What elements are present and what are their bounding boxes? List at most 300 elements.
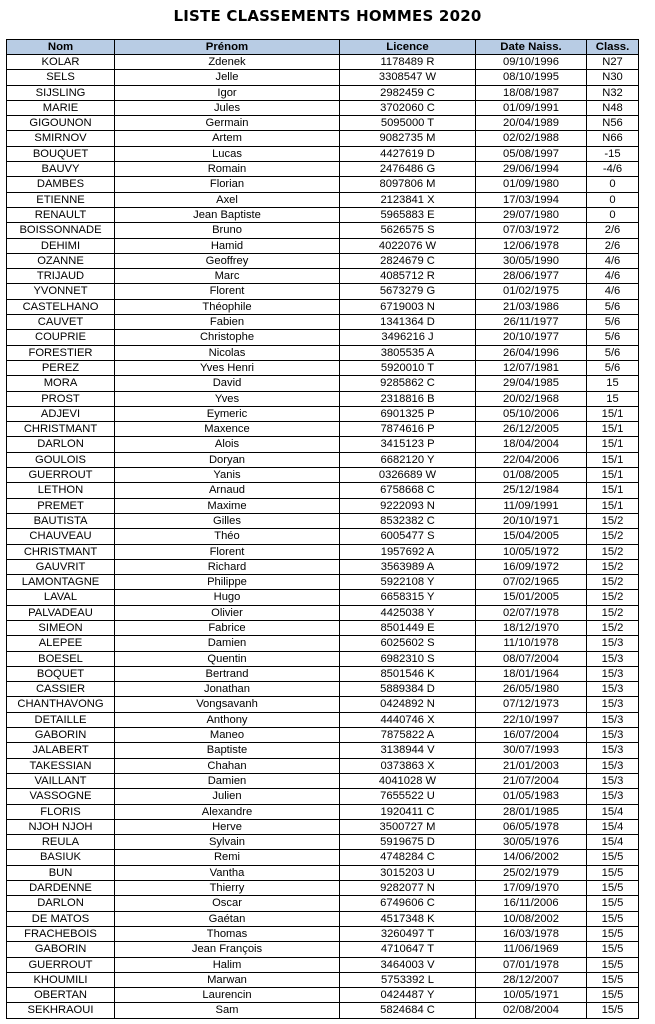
cell-licence: 8097806 M	[340, 177, 476, 192]
column-header-nom: Nom	[7, 40, 115, 55]
cell-nom: SEKHRAOUI	[7, 1003, 115, 1018]
cell-licence: 2824679 C	[340, 253, 476, 268]
cell-date-naissance: 07/01/1978	[476, 957, 587, 972]
cell-prenom: Remi	[115, 850, 340, 865]
cell-prenom: Maneo	[115, 728, 340, 743]
cell-licence: 6682120 Y	[340, 452, 476, 467]
table-row	[7, 437, 639, 452]
cell-classement: 15/2	[587, 605, 639, 620]
cell-classement: 15/1	[587, 437, 639, 452]
cell-classement: N48	[587, 100, 639, 115]
table-row	[7, 422, 639, 437]
cell-licence: 4425038 Y	[340, 605, 476, 620]
cell-licence: 2123841 X	[340, 192, 476, 207]
cell-prenom: Vongsavanh	[115, 697, 340, 712]
cell-prenom: Sylvain	[115, 835, 340, 850]
cell-date-naissance: 02/08/2004	[476, 1003, 587, 1018]
cell-licence: 5920010 T	[340, 360, 476, 375]
cell-prenom: Laurencin	[115, 988, 340, 1003]
cell-prenom: Richard	[115, 559, 340, 574]
cell-nom: BOUQUET	[7, 146, 115, 161]
cell-classement: 15/3	[587, 636, 639, 651]
cell-classement: 15/3	[587, 743, 639, 758]
table-row	[7, 192, 639, 207]
cell-licence: 3805535 A	[340, 345, 476, 360]
cell-classement: 15/2	[587, 590, 639, 605]
cell-classement: N30	[587, 70, 639, 85]
cell-prenom: Damien	[115, 773, 340, 788]
page-title: LISTE CLASSEMENTS HOMMES 2020	[173, 7, 482, 25]
cell-date-naissance: 21/01/2003	[476, 758, 587, 773]
cell-nom: REULA	[7, 835, 115, 850]
cell-nom: LAVAL	[7, 590, 115, 605]
cell-date-naissance: 21/03/1986	[476, 299, 587, 314]
table-row	[7, 896, 639, 911]
cell-classement: 15/5	[587, 957, 639, 972]
cell-prenom: Romain	[115, 162, 340, 177]
table-row	[7, 850, 639, 865]
cell-date-naissance: 01/08/2005	[476, 468, 587, 483]
cell-nom: SELS	[7, 70, 115, 85]
cell-classement: 15/4	[587, 835, 639, 850]
cell-nom: PREMET	[7, 498, 115, 513]
cell-licence: 3500727 M	[340, 819, 476, 834]
cell-date-naissance: 11/06/1969	[476, 942, 587, 957]
cell-nom: GUERROUT	[7, 957, 115, 972]
cell-nom: BASIUK	[7, 850, 115, 865]
cell-prenom: Maxence	[115, 422, 340, 437]
cell-nom: SIMEON	[7, 620, 115, 635]
cell-classement: 15/3	[587, 697, 639, 712]
table-row	[7, 483, 639, 498]
cell-licence: 2318816 B	[340, 391, 476, 406]
cell-licence: 7655522 U	[340, 789, 476, 804]
cell-classement: 15/1	[587, 468, 639, 483]
cell-date-naissance: 22/10/1997	[476, 712, 587, 727]
cell-licence: 2476486 G	[340, 162, 476, 177]
table-row	[7, 345, 639, 360]
cell-licence: 3308547 W	[340, 70, 476, 85]
cell-classement: 15/2	[587, 544, 639, 559]
cell-date-naissance: 07/02/1965	[476, 575, 587, 590]
cell-classement: 15/5	[587, 881, 639, 896]
cell-nom: BOESEL	[7, 651, 115, 666]
cell-prenom: David	[115, 376, 340, 391]
cell-licence: 1920411 C	[340, 804, 476, 819]
table-row	[7, 391, 639, 406]
cell-nom: BAUTISTA	[7, 513, 115, 528]
table-row	[7, 972, 639, 987]
cell-date-naissance: 05/10/2006	[476, 406, 587, 421]
cell-licence: 1341364 D	[340, 315, 476, 330]
table-row	[7, 942, 639, 957]
table-row	[7, 590, 639, 605]
cell-prenom: Gilles	[115, 513, 340, 528]
cell-classement: 15/5	[587, 865, 639, 880]
table-row	[7, 315, 639, 330]
cell-nom: PALVADEAU	[7, 605, 115, 620]
cell-classement: 0	[587, 177, 639, 192]
cell-classement: 15/5	[587, 942, 639, 957]
table-row	[7, 926, 639, 941]
cell-prenom: Julien	[115, 789, 340, 804]
cell-classement: 15	[587, 376, 639, 391]
column-header-classement: Class.	[587, 40, 639, 55]
cell-classement: 15/5	[587, 850, 639, 865]
cell-prenom: Yves	[115, 391, 340, 406]
cell-date-naissance: 16/09/1972	[476, 559, 587, 574]
table-row	[7, 911, 639, 926]
table-row	[7, 238, 639, 253]
cell-nom: DARLON	[7, 437, 115, 452]
cell-prenom: Chahan	[115, 758, 340, 773]
cell-prenom: Quentin	[115, 651, 340, 666]
cell-licence: 0424487 Y	[340, 988, 476, 1003]
cell-licence: 3702060 C	[340, 100, 476, 115]
cell-nom: BOISSONNADE	[7, 223, 115, 238]
cell-date-naissance: 10/05/1971	[476, 988, 587, 1003]
cell-nom: CASSIER	[7, 682, 115, 697]
cell-licence: 5824684 C	[340, 1003, 476, 1018]
cell-licence: 3464003 V	[340, 957, 476, 972]
cell-classement: 15/3	[587, 728, 639, 743]
cell-nom: YVONNET	[7, 284, 115, 299]
column-header-prenom: Prénom	[115, 40, 340, 55]
cell-prenom: Maxime	[115, 498, 340, 513]
cell-prenom: Germain	[115, 116, 340, 131]
table-row	[7, 116, 639, 131]
cell-licence: 9082735 M	[340, 131, 476, 146]
cell-nom: OZANNE	[7, 253, 115, 268]
column-header-date-naissance: Date Naiss.	[476, 40, 587, 55]
cell-classement: 15/3	[587, 789, 639, 804]
table-row	[7, 85, 639, 100]
cell-date-naissance: 30/07/1993	[476, 743, 587, 758]
table-row	[7, 513, 639, 528]
table-header	[7, 40, 639, 55]
cell-date-naissance: 08/07/2004	[476, 651, 587, 666]
cell-date-naissance: 26/12/2005	[476, 422, 587, 437]
cell-prenom: Arnaud	[115, 483, 340, 498]
cell-date-naissance: 20/02/1968	[476, 391, 587, 406]
cell-nom: DE MATOS	[7, 911, 115, 926]
table-row	[7, 559, 639, 574]
table-row	[7, 269, 639, 284]
table-row	[7, 131, 639, 146]
cell-prenom: Anthony	[115, 712, 340, 727]
cell-nom: KOLAR	[7, 55, 115, 70]
cell-classement: 15/1	[587, 498, 639, 513]
cell-classement: 15/1	[587, 483, 639, 498]
cell-nom: RENAULT	[7, 207, 115, 222]
cell-classement: N66	[587, 131, 639, 146]
cell-nom: MARIE	[7, 100, 115, 115]
cell-prenom: Lucas	[115, 146, 340, 161]
cell-date-naissance: 02/02/1988	[476, 131, 587, 146]
table-row	[7, 330, 639, 345]
table-row	[7, 55, 639, 70]
cell-date-naissance: 15/04/2005	[476, 529, 587, 544]
cell-nom: CHRISTMANT	[7, 422, 115, 437]
cell-date-naissance: 17/03/1994	[476, 192, 587, 207]
cell-nom: NJOH NJOH	[7, 819, 115, 834]
table-row	[7, 452, 639, 467]
cell-licence: 4440746 X	[340, 712, 476, 727]
table-row	[7, 299, 639, 314]
cell-nom: FRACHEBOIS	[7, 926, 115, 941]
cell-nom: VASSOGNE	[7, 789, 115, 804]
cell-prenom: Geoffrey	[115, 253, 340, 268]
cell-licence: 5626575 S	[340, 223, 476, 238]
cell-date-naissance: 20/04/1989	[476, 116, 587, 131]
cell-date-naissance: 02/07/1978	[476, 605, 587, 620]
cell-nom: GAUVRIT	[7, 559, 115, 574]
table-row	[7, 498, 639, 513]
cell-prenom: Axel	[115, 192, 340, 207]
cell-classement: 15/4	[587, 819, 639, 834]
cell-date-naissance: 12/06/1978	[476, 238, 587, 253]
cell-licence: 1957692 A	[340, 544, 476, 559]
cell-licence: 3015203 U	[340, 865, 476, 880]
cell-licence: 7874616 P	[340, 422, 476, 437]
table-row	[7, 743, 639, 758]
cell-prenom: Vantha	[115, 865, 340, 880]
cell-date-naissance: 20/10/1971	[476, 513, 587, 528]
cell-nom: OBERTAN	[7, 988, 115, 1003]
cell-classement: 0	[587, 192, 639, 207]
cell-nom: ETIENNE	[7, 192, 115, 207]
table-row	[7, 223, 639, 238]
cell-prenom: Thomas	[115, 926, 340, 941]
cell-classement: 15/5	[587, 972, 639, 987]
cell-classement: 4/6	[587, 284, 639, 299]
cell-licence: 5919675 D	[340, 835, 476, 850]
cell-classement: 5/6	[587, 315, 639, 330]
cell-licence: 5965883 E	[340, 207, 476, 222]
cell-licence: 5095000 T	[340, 116, 476, 131]
cell-licence: 8501546 K	[340, 666, 476, 681]
table-row	[7, 284, 639, 299]
cell-nom: DEHIMI	[7, 238, 115, 253]
cell-classement: 15/2	[587, 529, 639, 544]
cell-classement: N56	[587, 116, 639, 131]
table-row	[7, 529, 639, 544]
table-row	[7, 177, 639, 192]
table-row	[7, 988, 639, 1003]
cell-nom: LETHON	[7, 483, 115, 498]
cell-date-naissance: 18/01/1964	[476, 666, 587, 681]
table-row	[7, 804, 639, 819]
table-row	[7, 697, 639, 712]
column-header-licence: Licence	[340, 40, 476, 55]
cell-classement: 15/3	[587, 666, 639, 681]
cell-date-naissance: 01/09/1991	[476, 100, 587, 115]
cell-prenom: Baptiste	[115, 743, 340, 758]
cell-nom: GABORIN	[7, 942, 115, 957]
cell-prenom: Hugo	[115, 590, 340, 605]
cell-nom: PROST	[7, 391, 115, 406]
cell-licence: 0326689 W	[340, 468, 476, 483]
table-row	[7, 819, 639, 834]
table-row	[7, 865, 639, 880]
table-body	[7, 55, 639, 1019]
cell-nom: GOULOIS	[7, 452, 115, 467]
cell-nom: DARLON	[7, 896, 115, 911]
cell-date-naissance: 01/09/1980	[476, 177, 587, 192]
cell-classement: 2/6	[587, 238, 639, 253]
cell-prenom: Halim	[115, 957, 340, 972]
cell-classement: -4/6	[587, 162, 639, 177]
cell-date-naissance: 09/10/1996	[476, 55, 587, 70]
cell-date-naissance: 07/03/1972	[476, 223, 587, 238]
table-row	[7, 162, 639, 177]
cell-nom: COUPRIE	[7, 330, 115, 345]
cell-classement: 15/5	[587, 1003, 639, 1018]
table-row	[7, 636, 639, 651]
cell-date-naissance: 10/05/1972	[476, 544, 587, 559]
cell-date-naissance: 16/07/2004	[476, 728, 587, 743]
cell-nom: FORESTIER	[7, 345, 115, 360]
cell-licence: 6758668 C	[340, 483, 476, 498]
cell-licence: 6658315 Y	[340, 590, 476, 605]
cell-classement: 15/5	[587, 911, 639, 926]
table-row	[7, 728, 639, 743]
cell-date-naissance: 06/05/1978	[476, 819, 587, 834]
cell-prenom: Olivier	[115, 605, 340, 620]
cell-date-naissance: 08/10/1995	[476, 70, 587, 85]
cell-licence: 6982310 S	[340, 651, 476, 666]
cell-prenom: Théo	[115, 529, 340, 544]
cell-prenom: Jean François	[115, 942, 340, 957]
cell-prenom: Florent	[115, 544, 340, 559]
cell-date-naissance: 22/04/2006	[476, 452, 587, 467]
cell-licence: 4085712 R	[340, 269, 476, 284]
cell-classement: 15/2	[587, 575, 639, 590]
cell-licence: 7875822 A	[340, 728, 476, 743]
cell-classement: 5/6	[587, 360, 639, 375]
cell-classement: 0	[587, 207, 639, 222]
cell-licence: 4517348 K	[340, 911, 476, 926]
cell-date-naissance: 16/11/2006	[476, 896, 587, 911]
cell-nom: LAMONTAGNE	[7, 575, 115, 590]
cell-licence: 6719003 N	[340, 299, 476, 314]
cell-date-naissance: 18/12/1970	[476, 620, 587, 635]
cell-licence: 3415123 P	[340, 437, 476, 452]
cell-nom: GUERROUT	[7, 468, 115, 483]
cell-licence: 3138944 V	[340, 743, 476, 758]
cell-date-naissance: 26/05/1980	[476, 682, 587, 697]
cell-nom: CAUVET	[7, 315, 115, 330]
cell-prenom: Alexandre	[115, 804, 340, 819]
cell-prenom: Zdenek	[115, 55, 340, 70]
cell-date-naissance: 12/07/1981	[476, 360, 587, 375]
cell-date-naissance: 07/12/1973	[476, 697, 587, 712]
cell-licence: 6749606 C	[340, 896, 476, 911]
cell-prenom: Sam	[115, 1003, 340, 1018]
cell-nom: ALEPEE	[7, 636, 115, 651]
cell-licence: 1178489 R	[340, 55, 476, 70]
cell-licence: 5673279 G	[340, 284, 476, 299]
cell-prenom: Bertrand	[115, 666, 340, 681]
cell-prenom: Yanis	[115, 468, 340, 483]
cell-date-naissance: 05/08/1997	[476, 146, 587, 161]
cell-prenom: Eymeric	[115, 406, 340, 421]
cell-classement: 15/1	[587, 452, 639, 467]
cell-licence: 4427619 D	[340, 146, 476, 161]
cell-date-naissance: 21/07/2004	[476, 773, 587, 788]
table-row	[7, 360, 639, 375]
cell-classement: 15/5	[587, 896, 639, 911]
table-row	[7, 957, 639, 972]
header-row	[7, 40, 639, 55]
cell-licence: 5922108 Y	[340, 575, 476, 590]
cell-nom: SMIRNOV	[7, 131, 115, 146]
cell-classement: N32	[587, 85, 639, 100]
cell-prenom: Doryan	[115, 452, 340, 467]
cell-date-naissance: 01/02/1975	[476, 284, 587, 299]
cell-nom: KHOUMILI	[7, 972, 115, 987]
cell-licence: 3260497 T	[340, 926, 476, 941]
table-row	[7, 544, 639, 559]
cell-date-naissance: 29/07/1980	[476, 207, 587, 222]
cell-classement: 15/1	[587, 406, 639, 421]
cell-prenom: Florent	[115, 284, 340, 299]
cell-classement: 15/2	[587, 513, 639, 528]
table-row	[7, 773, 639, 788]
cell-date-naissance: 16/03/1978	[476, 926, 587, 941]
cell-date-naissance: 28/12/2007	[476, 972, 587, 987]
cell-prenom: Jelle	[115, 70, 340, 85]
cell-classement: 15	[587, 391, 639, 406]
cell-nom: CHRISTMANT	[7, 544, 115, 559]
cell-prenom: Oscar	[115, 896, 340, 911]
cell-classement: 15/5	[587, 988, 639, 1003]
table-row	[7, 575, 639, 590]
cell-date-naissance: 28/01/1985	[476, 804, 587, 819]
cell-licence: 6025602 S	[340, 636, 476, 651]
cell-prenom: Jules	[115, 100, 340, 115]
table-row	[7, 146, 639, 161]
cell-licence: 4710647 T	[340, 942, 476, 957]
cell-date-naissance: 18/08/1987	[476, 85, 587, 100]
cell-date-naissance: 11/09/1991	[476, 498, 587, 513]
table-row	[7, 468, 639, 483]
table-row	[7, 682, 639, 697]
cell-nom: GIGOUNON	[7, 116, 115, 131]
table-row	[7, 651, 639, 666]
cell-date-naissance: 25/12/1984	[476, 483, 587, 498]
cell-prenom: Fabien	[115, 315, 340, 330]
cell-classement: 15/2	[587, 559, 639, 574]
cell-date-naissance: 10/08/2002	[476, 911, 587, 926]
cell-prenom: Philippe	[115, 575, 340, 590]
rankings-table	[6, 39, 639, 1019]
cell-licence: 9282077 N	[340, 881, 476, 896]
cell-prenom: Hamid	[115, 238, 340, 253]
cell-nom: DAMBES	[7, 177, 115, 192]
cell-licence: 0373863 X	[340, 758, 476, 773]
cell-prenom: Alois	[115, 437, 340, 452]
cell-prenom: Jean Baptiste	[115, 207, 340, 222]
table-row	[7, 376, 639, 391]
cell-licence: 5889384 D	[340, 682, 476, 697]
cell-nom: TAKESSIAN	[7, 758, 115, 773]
cell-nom: CHAUVEAU	[7, 529, 115, 544]
cell-licence: 9285862 C	[340, 376, 476, 391]
cell-classement: 15/3	[587, 712, 639, 727]
cell-licence: 8501449 E	[340, 620, 476, 635]
cell-classement: -15	[587, 146, 639, 161]
